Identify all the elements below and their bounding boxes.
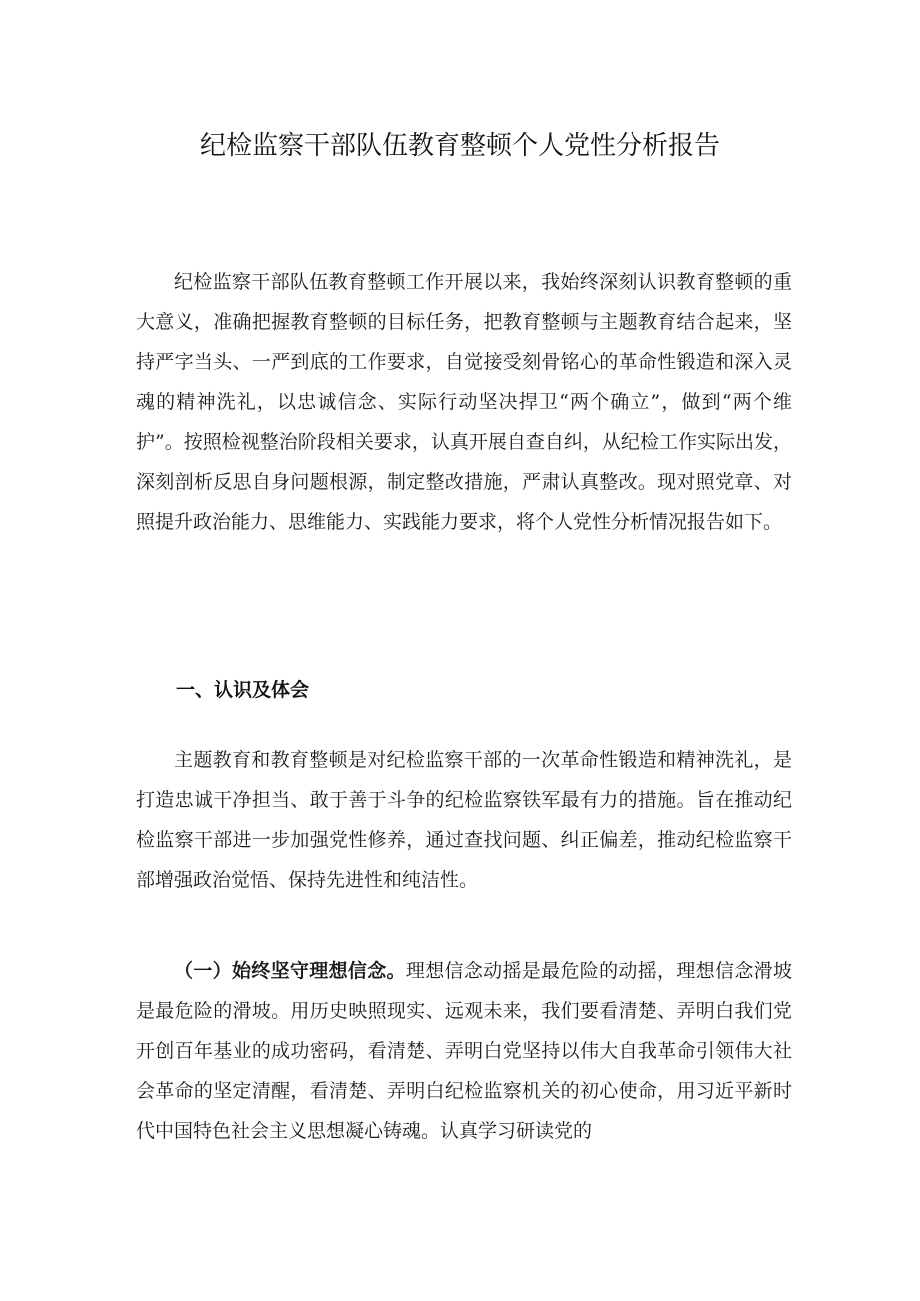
document-title: 纪检监察干部队伍教育整顿个人党性分析报告 <box>199 131 720 161</box>
section-heading-understanding: 一、认识及体会 <box>176 679 310 701</box>
subsection-paragraph-ideals <box>136 951 792 1151</box>
subsection-lead-ideals: （一）始终坚守理想信念。 <box>174 960 406 982</box>
subsection-text-ideals: 理想信念动摇是最危险的动摇，理想信念滑坡是最危险的滑坡。用历史映照现实、远观未来，我们要看清楚、弄明白我们党开创百年基业的成功密码，看清楚、弄明白党坚持以伟大自我革命引领伟大社会革命的坚定清醒，看清楚、弄明白纪检监察机关的初心使命，用习近平新时代中国特色社会主义思想凝心铸魂。认真学习研读党的 <box>136 960 792 1142</box>
section-paragraph-understanding: 主题教育和教育整顿是对纪检监察干部的一次革命性锻造和精神洗礼，是打造忠诚干净担当、敢于善于斗争的纪检监察铁军最有力的措施。旨在推动纪检监察干部进一步加强党性修养，通过查找问题、纠正偏差，推动纪检监察干部增强政治觉悟、保持先进性和纯洁性。 <box>136 749 792 891</box>
intro-paragraph: 纪检监察干部队伍教育整顿工作开展以来，我始终深刻认识教育整顿的重大意义，准确把握教育整顿的目标任务，把教育整顿与主题教育结合起来，坚持严字当头、一严到底的工作要求，自觉接受刻骨铭心的革命性锻造和深入灵魂的精神洗礼，以忠诚信念、实际行动坚决捍卫“两个确立”，做到“两个维护”。按照检视整治阶段相关要求，认真开展自查自纠，从纪检工作实际出发，深刻剖析反思自身问题根源，制定整改措施，严肃认真整改。现对照党章、对照提升政治能力、思维能力、实践能力要求，将个人党性分析情况报告如下。 <box>136 271 792 533</box>
